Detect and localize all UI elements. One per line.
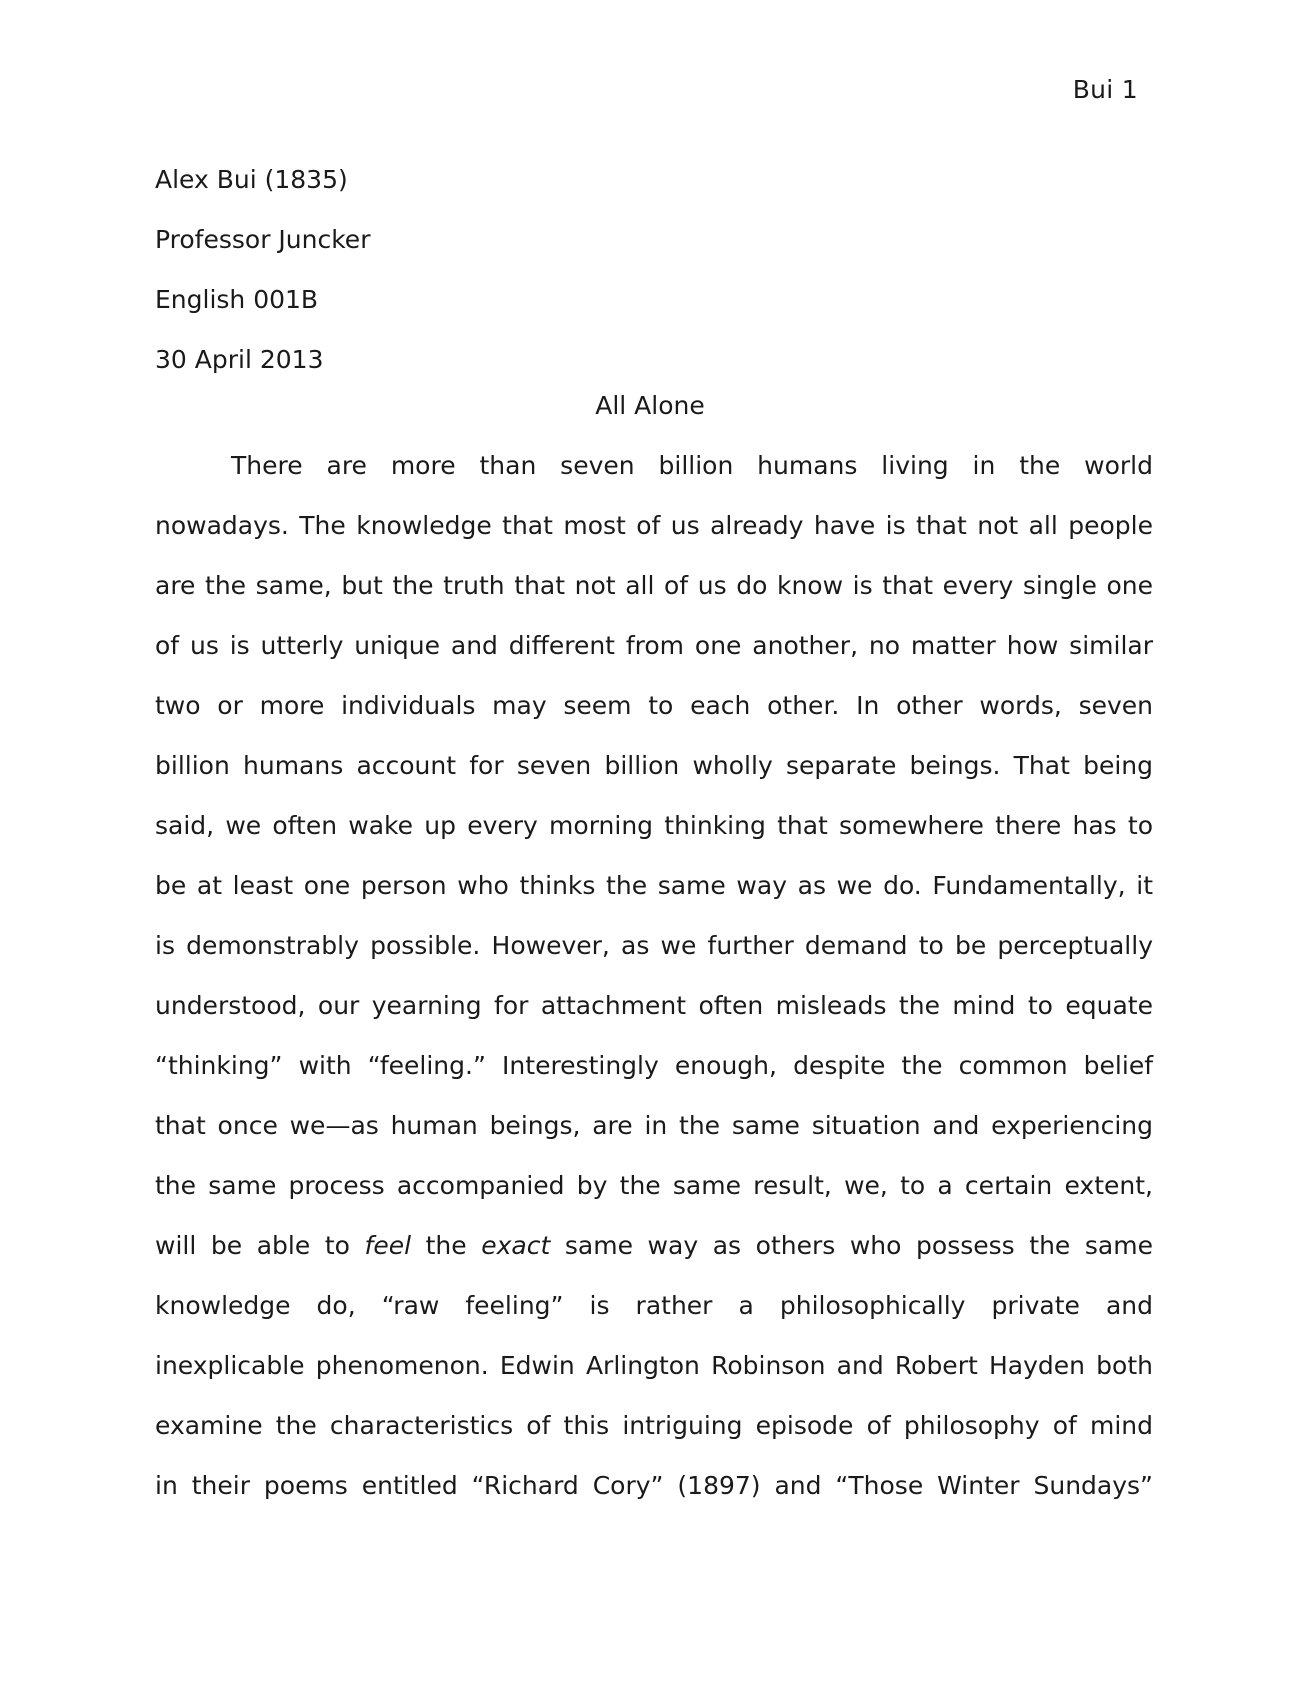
body-line-italic: [155, 1216, 1153, 1276]
body-line: two or more individuals may seem to each other. In other words, seven: [155, 691, 1153, 720]
body-line: inexplicable phenomenon. Edwin Arlington Robinson and Robert Hayden both: [155, 1351, 1153, 1380]
essay-title: All Alone: [595, 391, 705, 420]
body-line: in their poems entitled “Richard Cory” (1897) and “Those Winter Sundays”: [155, 1471, 1153, 1500]
body-line: said, we often wake up every morning thinking that somewhere there has to: [155, 811, 1153, 840]
essay-body: [155, 436, 1153, 1516]
body-line: are the same, but the truth that not all of us do know is that every single one: [155, 571, 1153, 600]
line-text: will be able to: [155, 1231, 350, 1260]
line-text: same way as others who possess the same: [564, 1231, 1153, 1260]
course-name: English 001B: [155, 285, 319, 314]
instructor-name: Professor Juncker: [155, 225, 371, 254]
line-text: the: [425, 1231, 467, 1260]
body-line: nowadays. The knowledge that most of us already have is that not all people: [155, 511, 1153, 540]
mla-heading: [155, 150, 1145, 390]
italic-word-feel: feel: [364, 1231, 412, 1260]
body-line: be at least one person who thinks the same way as we do. Fundamentally, it: [155, 871, 1153, 900]
body-line: “thinking” with “feeling.” Interestingly enough, despite the common belief: [155, 1051, 1153, 1080]
date: 30 April 2013: [155, 345, 324, 374]
italic-word-exact: exact: [481, 1231, 551, 1260]
body-line: that once we—as human beings, are in the same situation and experiencing: [155, 1111, 1153, 1140]
body-line: of us is utterly unique and different from one another, no matter how similar: [155, 631, 1153, 660]
body-line: billion humans account for seven billion wholly separate beings. That being: [155, 751, 1153, 780]
body-line: There are more than seven billion humans living in the world: [231, 451, 1153, 480]
body-line: understood, our yearning for attachment often misleads the mind to equate: [155, 991, 1153, 1020]
body-line: is demonstrably possible. However, as we further demand to be perceptually: [155, 931, 1153, 960]
body-line: examine the characteristics of this intriguing episode of philosophy of mind: [155, 1411, 1153, 1440]
page-header: Bui 1: [1072, 75, 1138, 104]
body-line: the same process accompanied by the same result, we, to a certain extent,: [155, 1171, 1153, 1200]
author-name: Alex Bui (1835): [155, 165, 348, 194]
body-line: knowledge do, “raw feeling” is rather a philosophically private and: [155, 1291, 1153, 1320]
